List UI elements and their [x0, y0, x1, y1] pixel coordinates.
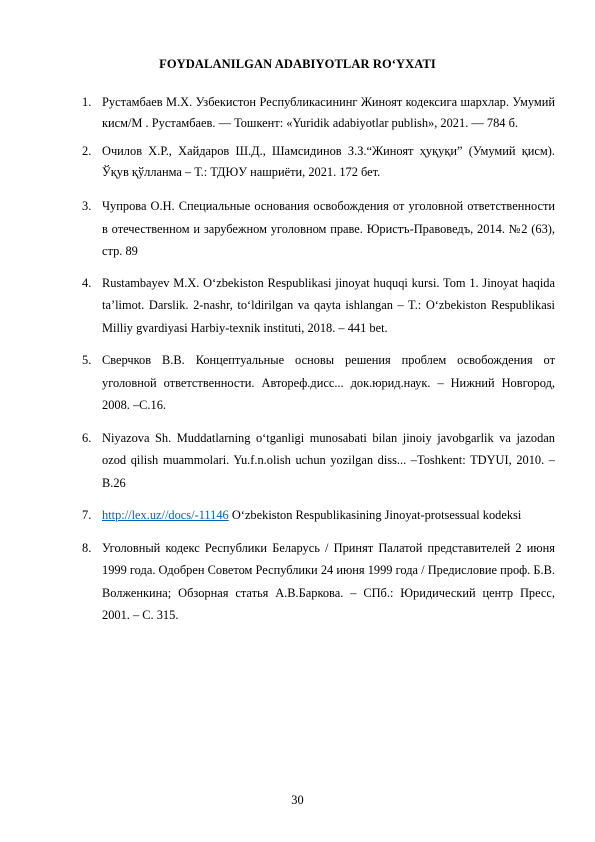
- reference-item: [82, 272, 555, 340]
- reference-number: 4.: [82, 275, 92, 290]
- reference-text: Чупрова О.Н. Специальные основания освобождения от уголовной ответственности в отечественном и зарубежном уголовном праве. Юристъ-Правоведъ, 2014. №2 (63), стр. 89: [102, 199, 555, 258]
- reference-item: [82, 504, 555, 527]
- reference-text: Niyazova Sh. Muddatlarning o‘tganligi munosabati bilan jinoiy javobgarlik va jazodan ozod qilish muammolari. Yu.f.n.olish uchun yozilgan diss... –Toshkent: TDYUI, 2010. – B.26: [102, 430, 555, 490]
- reference-text: Уголовный кодекс Республики Беларусь / Принят Палатой представителей 2 июня 1999 года. Одобрен Советом Республики 24 июня 1999 года / Предисловие проф. Б.В. Волженкина; Обзорная статья А.В.Баркова. – СПб.: Юридический центр Пресс, 2001. – С. 315.: [102, 540, 555, 622]
- reference-number: 5.: [82, 353, 92, 367]
- reference-number: 3.: [82, 199, 92, 213]
- reference-text: O‘zbekiston Respublikasining Jinoyat-protsessual kodeksi: [228, 508, 522, 522]
- reference-item: [82, 427, 555, 495]
- reference-link[interactable]: http://lex.uz//docs/-11146: [102, 508, 229, 522]
- reference-item: [82, 349, 555, 417]
- reference-number: 1.: [82, 95, 92, 109]
- reference-item: [82, 537, 555, 627]
- reference-text: Сверчков В.В. Концептуальные основы решения проблем освобождения от уголовной ответственности. Автореф.дисс... док.юрид.наук. – Нижний Новгород, 2008. –С.16.: [102, 353, 555, 412]
- reference-text: Rustambayev M.X. O‘zbekiston Respublikasi jinoyat huquqi kursi. Tom 1. Jinoyat haqida ta’limot. Darslik. 2-nashr, to‘ldirilgan va qayta ishlangan – T.: O‘zbekiston Respublikasi Milliy gvardiyasi Harbiy-texnik instituti, 2018. – 441 bet.: [102, 275, 555, 335]
- page-number: 30: [291, 793, 304, 807]
- reference-list: [82, 92, 555, 627]
- reference-number: 8.: [82, 540, 92, 555]
- reference-text: Очилов Х.Р., Хайдаров Ш.Д., Шамсидинов З.З.“Жиноят ҳуқуқи” (Умумий қисм). Ўқув қўлланма – Т.: ТДЮУ нашриёти, 2021. 172 бет.: [102, 144, 555, 179]
- page-title: FOYDALANILGAN ADABIYOTLAR RO‘YXATI: [159, 57, 436, 71]
- reference-item: [82, 195, 555, 263]
- reference-number: 7.: [82, 508, 92, 522]
- reference-text: Рустамбаев М.Х. Узбекистон Республикасининг Жиноят кодексига шархлар. Умумий кисм/М . Рустамбаев. — Тошкент: «Yuridik adabiyotlar publish», 2021. — 784 б.: [102, 95, 555, 130]
- reference-item: [82, 92, 555, 133]
- reference-number: 6.: [82, 430, 92, 445]
- reference-item: [82, 141, 555, 182]
- reference-number: 2.: [82, 144, 92, 158]
